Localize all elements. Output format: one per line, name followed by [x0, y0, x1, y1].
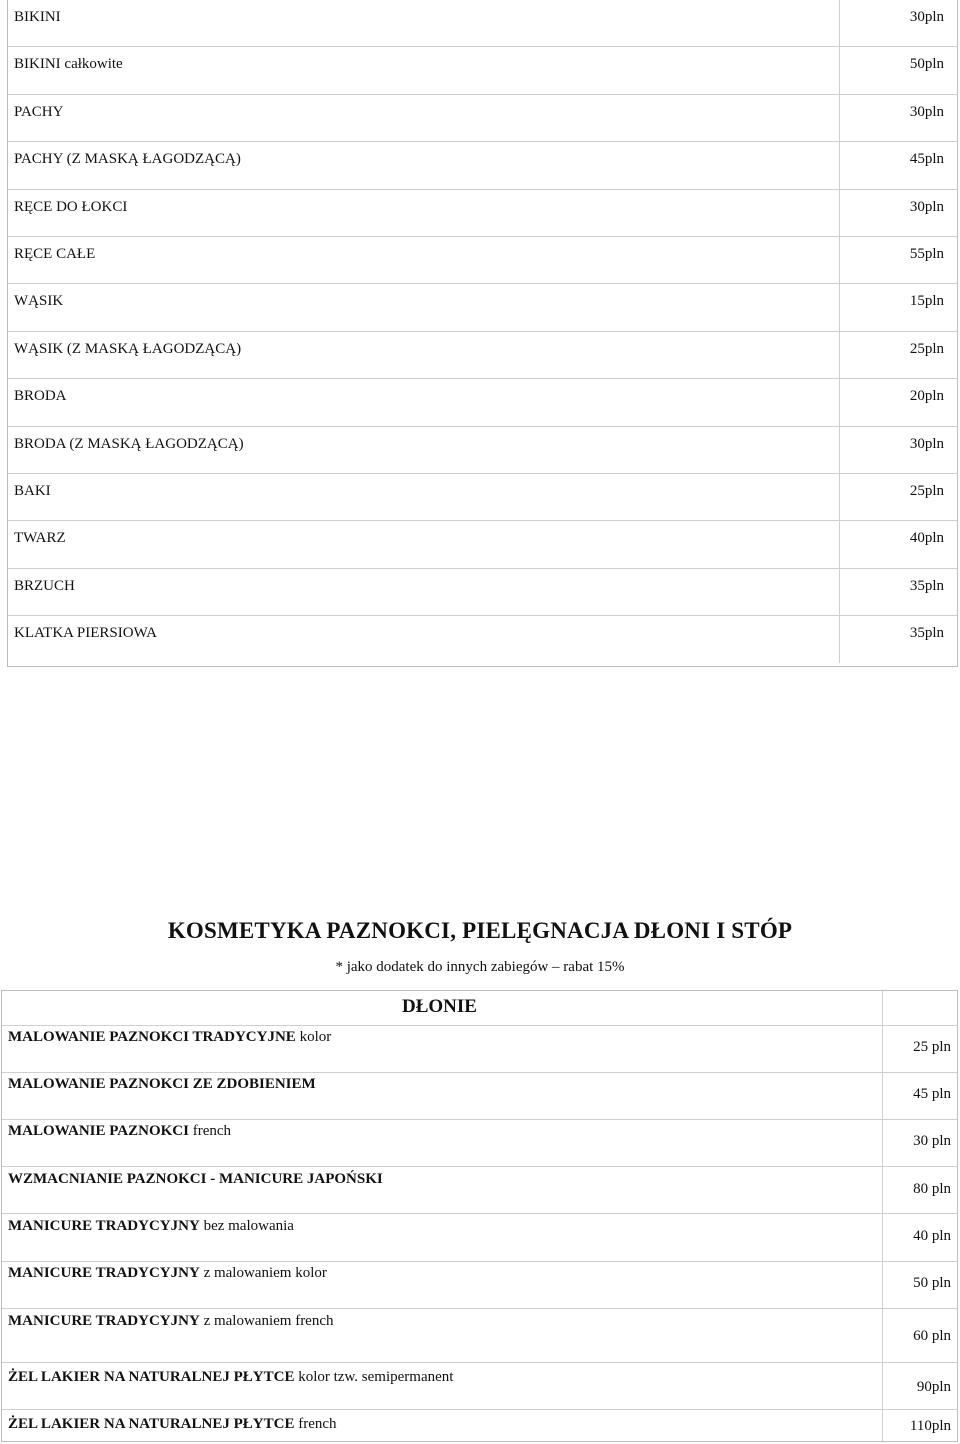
service-name — [8, 1218, 294, 1235]
table-row — [8, 190, 957, 237]
column-divider — [839, 142, 840, 188]
row-divider — [2, 1166, 957, 1167]
row-divider — [2, 1362, 957, 1363]
table-row — [8, 142, 957, 189]
table-row — [8, 284, 957, 331]
table-row — [8, 332, 957, 379]
service-name: RĘCE DO ŁOKCI — [14, 198, 128, 215]
service-name-main: MANICURE TRADYCYJNY — [8, 1218, 200, 1234]
discount-note: * jako dodatek do innych zabiegów – rabat 15% — [335, 959, 625, 975]
service-price: 60 pln — [913, 1328, 951, 1344]
service-price: 30pln — [909, 9, 944, 25]
service-name-main: ŻEL LAKIER NA NATURALNEJ PŁYTCE — [8, 1369, 295, 1385]
row-divider — [2, 1072, 957, 1073]
service-price: 35pln — [909, 625, 944, 642]
service-name-detail: z malowaniem french — [199, 1313, 334, 1329]
table-row — [8, 0, 957, 47]
service-price: 90pln — [916, 1379, 951, 1395]
table-row — [8, 47, 957, 94]
service-name-main: ŻEL LAKIER NA NATURALNEJ PŁYTCE — [8, 1416, 295, 1432]
column-divider — [839, 379, 840, 425]
row-divider — [2, 1119, 957, 1120]
table-row — [8, 379, 957, 426]
service-name-main: MALOWANIE PAZNOKCI TRADYCYJNE — [8, 1029, 296, 1045]
service-price: 15pln — [909, 293, 944, 310]
service-name — [8, 1123, 231, 1140]
service-price: 50 pln — [913, 1275, 951, 1291]
service-price: 30 pln — [913, 1133, 951, 1149]
service-name: BRODA — [14, 388, 67, 405]
row-divider — [2, 1261, 957, 1262]
service-price: 30pln — [909, 103, 944, 120]
service-name: BIKINI — [14, 9, 61, 25]
service-name-main: MALOWANIE PAZNOKCI — [8, 1123, 189, 1139]
service-price: 110pln — [909, 1418, 951, 1434]
service-name: BRODA (Z MASKĄ ŁAGODZĄCĄ) — [14, 435, 244, 452]
service-name: TWARZ — [14, 530, 66, 547]
service-name-main: MALOWANIE PAZNOKCI ZE ZDOBIENIEM — [8, 1076, 316, 1092]
service-name: BIKINI całkowite — [14, 56, 123, 73]
service-name: RĘCE CAŁE — [14, 245, 96, 262]
service-name: WĄSIK — [14, 293, 64, 310]
service-price: 25pln — [909, 340, 944, 357]
service-name — [8, 1171, 383, 1188]
column-divider — [839, 237, 840, 283]
service-name — [8, 1076, 316, 1093]
service-name: BRZUCH — [14, 577, 75, 594]
column-divider — [839, 569, 840, 615]
service-name-main: MANICURE TRADYCYJNY — [8, 1265, 200, 1281]
column-divider — [839, 95, 840, 141]
hands-price-table — [1, 990, 958, 1442]
column-divider — [839, 427, 840, 473]
table-row — [8, 569, 957, 616]
service-name-detail: kolor — [295, 1029, 332, 1045]
table-row — [8, 95, 957, 142]
service-name: BAKI — [14, 482, 51, 499]
service-name-main: MANICURE TRADYCYJNY — [8, 1313, 200, 1329]
table-row — [8, 237, 957, 284]
service-price: 25 pln — [913, 1039, 951, 1055]
column-divider — [839, 47, 840, 93]
service-name — [8, 1313, 334, 1330]
row-divider — [2, 1025, 957, 1026]
service-price: 45 pln — [913, 1086, 951, 1102]
service-name-detail: z malowaniem kolor — [199, 1265, 327, 1281]
service-name: PACHY — [14, 103, 64, 120]
service-name-detail: french — [188, 1123, 232, 1139]
service-price: 40pln — [909, 530, 944, 547]
service-price: 40 pln — [913, 1228, 951, 1244]
service-name-detail: bez malowania — [199, 1218, 294, 1234]
service-name — [8, 1416, 337, 1433]
column-divider — [839, 616, 840, 663]
table-row — [8, 427, 957, 474]
waxing-price-table — [7, 0, 958, 667]
service-name: WĄSIK (Z MASKĄ ŁAGODZĄCĄ) — [14, 340, 242, 357]
section-title: KOSMETYKA PAZNOKCI, PIELĘGNACJA DŁONI I STÓP — [167, 918, 793, 943]
service-price: 20pln — [909, 388, 944, 405]
table-row — [8, 474, 957, 521]
service-name: KLATKA PIERSIOWA — [14, 625, 157, 642]
service-name: PACHY (Z MASKĄ ŁAGODZĄCĄ) — [14, 151, 241, 168]
subsection-title: DŁONIE — [402, 996, 477, 1017]
service-price: 55pln — [909, 245, 944, 262]
service-price: 25pln — [909, 482, 944, 499]
row-divider — [2, 1213, 957, 1214]
service-price: 35pln — [909, 577, 944, 594]
service-price: 30pln — [909, 198, 944, 215]
column-divider — [839, 332, 840, 378]
service-name-main: WZMACNIANIE PAZNOKCI - MANICURE JAPOŃSKI — [8, 1171, 383, 1187]
service-price: 50pln — [909, 56, 944, 73]
service-price: 30pln — [909, 435, 944, 452]
service-name — [8, 1369, 453, 1386]
service-name-detail: french — [294, 1416, 337, 1432]
column-divider — [839, 474, 840, 520]
row-divider — [2, 1308, 957, 1309]
column-divider — [839, 521, 840, 567]
service-name — [8, 1265, 327, 1282]
service-price: 45pln — [909, 151, 944, 168]
column-divider — [839, 190, 840, 236]
service-price: 80 pln — [913, 1181, 951, 1197]
column-divider — [882, 991, 883, 1441]
service-name-detail: kolor tzw. semipermanent — [294, 1369, 454, 1385]
service-name — [8, 1029, 331, 1046]
column-divider — [839, 284, 840, 330]
row-divider — [2, 1409, 957, 1410]
table-row — [8, 521, 957, 568]
table-row — [8, 616, 957, 663]
column-divider — [839, 0, 840, 46]
